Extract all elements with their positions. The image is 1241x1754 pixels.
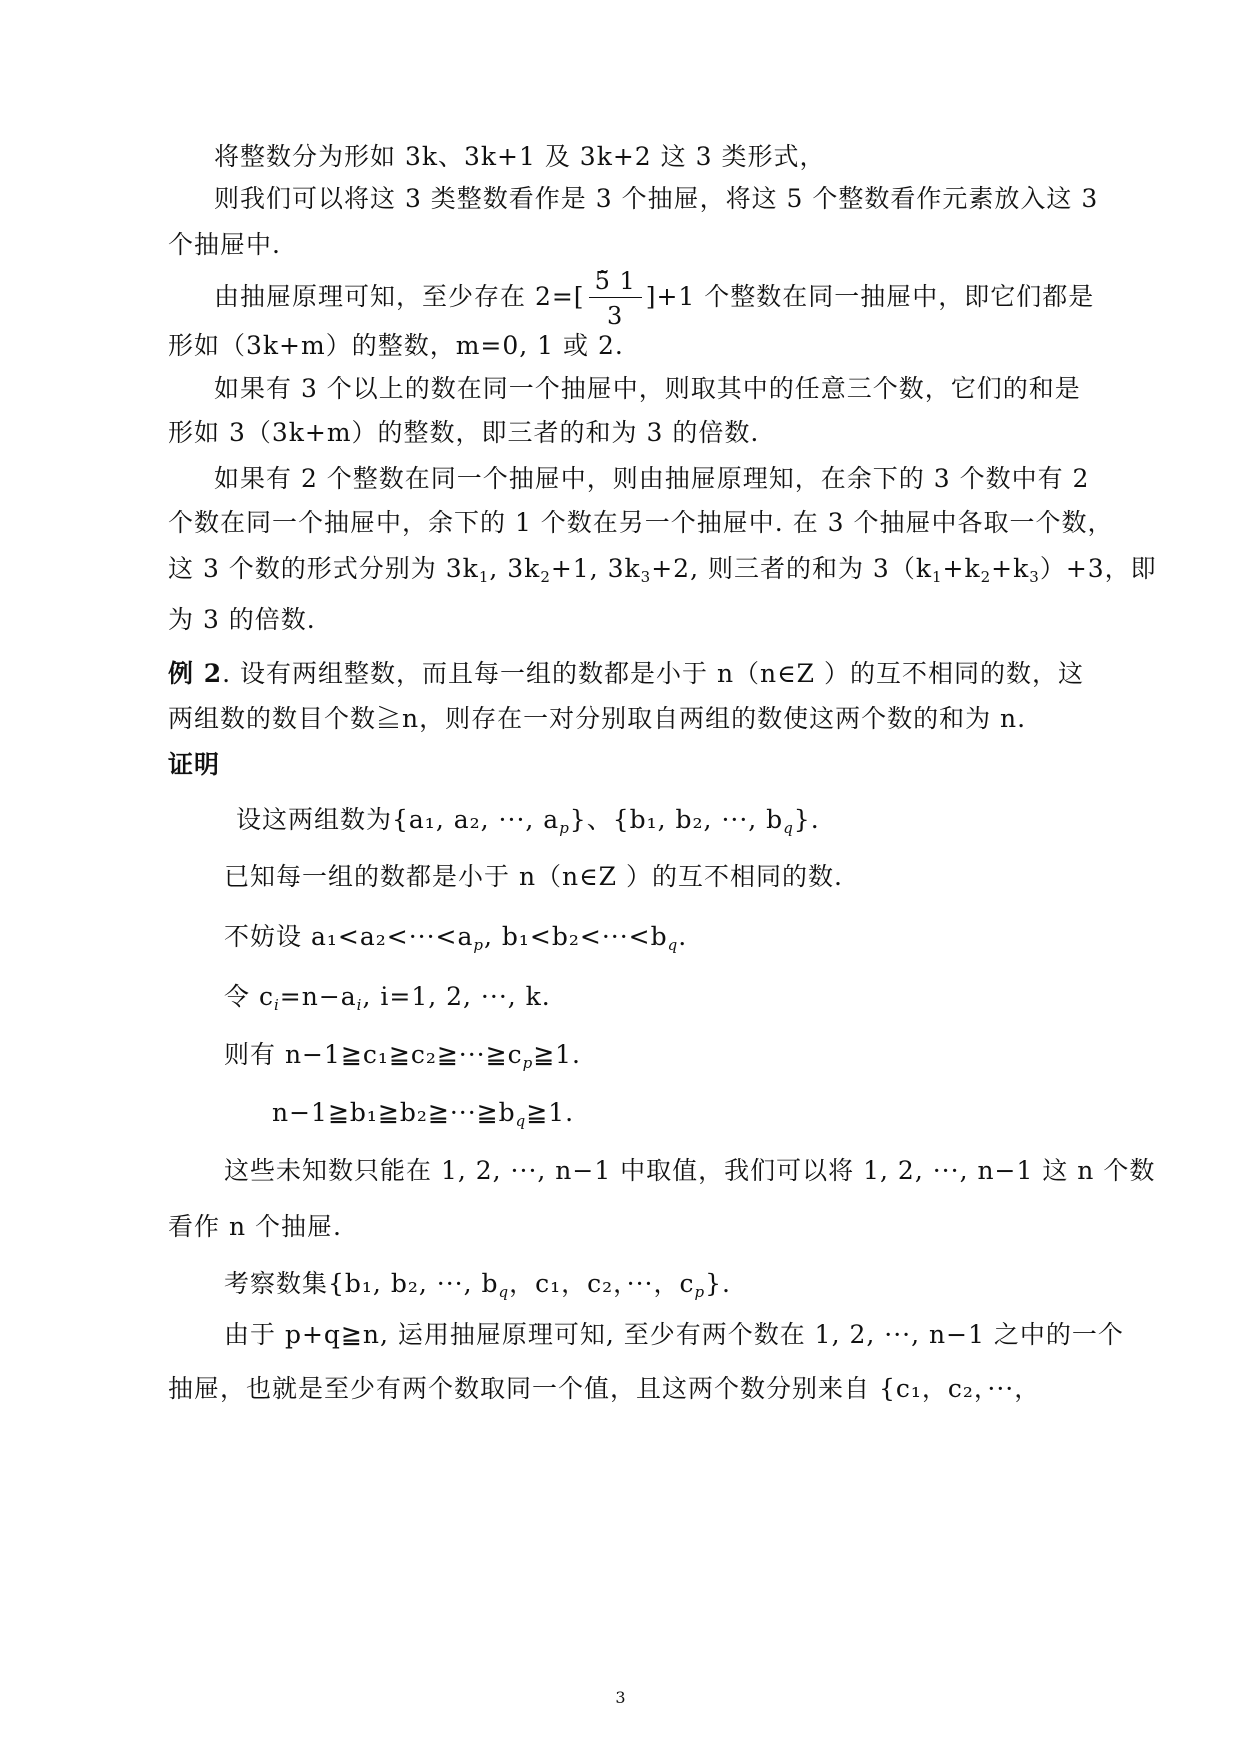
subscript: q: [667, 936, 679, 954]
subscript: 2: [980, 568, 992, 586]
proof-line: 抽屉，也就是至少有两个数取同一个值，且这两个数分别来自 {c₁，c₂，···，: [168, 1374, 1041, 1403]
text-segment: =n−a: [279, 982, 357, 1011]
proof-line: [236, 804, 820, 836]
text-segment: }.: [793, 805, 820, 834]
subscript: i: [356, 996, 363, 1014]
example-label: 例 2: [168, 659, 223, 688]
text-segment: 考察数集{b₁, b₂, ···, b: [224, 1269, 499, 1298]
fraction-denominator: 3: [607, 302, 624, 330]
paragraph-line: 如果有 2 个整数在同一个抽屉中，则由抽屉原理知，在余下的 3 个数中有 2: [214, 464, 1090, 493]
subscript: 1: [931, 568, 943, 586]
text-segment: 由抽屉原理可知，至少存在 2=[: [214, 282, 585, 311]
text-segment: 这 3 个数的形式分别为 3k: [168, 554, 479, 583]
paragraph-line: 个抽屉中.: [168, 230, 281, 259]
proof-line: 由于 p+q≧n, 运用抽屉原理可知, 至少有两个数在 1, 2, ···, n−1 之中的一个: [224, 1320, 1124, 1349]
text-segment: 令 c: [224, 982, 274, 1011]
subscript: p: [694, 1283, 706, 1301]
proof-label: 证明: [168, 750, 221, 779]
proof-line: [224, 921, 687, 953]
subscript: 3: [640, 568, 652, 586]
proof-line: 看作 n 个抽屉.: [168, 1212, 342, 1241]
fraction-numerator: 5̃ 1: [589, 269, 642, 298]
subscript: p: [473, 936, 484, 954]
subscript: 3: [1029, 568, 1040, 586]
text-segment: 不妨设 a₁<a₂<···<a: [224, 922, 474, 951]
subscript: q: [783, 819, 794, 837]
proof-line: 这些未知数只能在 1, 2, ···, n−1 中取值，我们可以将 1, 2, ···, n−1 这 n 个数: [224, 1156, 1156, 1185]
proof-line: [224, 1268, 731, 1300]
subscript: q: [498, 1283, 510, 1301]
proof-line: 已知每一组的数都是小于 n（n∈Z ）的互不相同的数.: [224, 862, 843, 891]
text-segment: ）+3，即: [1039, 554, 1157, 583]
subscript: p: [522, 1054, 534, 1072]
text-segment: +k: [991, 554, 1030, 583]
text-segment: 设这两组数为{a₁, a₂, ···, a: [236, 805, 560, 834]
paragraph-line: 将整数分为形如 3k、3k+1 及 3k+2 这 3 类形式，: [214, 142, 826, 171]
example-text: . 设有两组整数，而且每一组的数都是小于 n（n∈Z ）的互不相同的数，这: [222, 659, 1084, 688]
subscript: 2: [540, 568, 551, 586]
text-segment: , i=1, 2, ···, k.: [362, 982, 551, 1011]
paragraph-line: 个数在同一个抽屉中，余下的 1 个数在另一个抽屉中. 在 3 个抽屉中各取一个数，: [168, 508, 1114, 537]
proof-line: [224, 981, 551, 1013]
subscript: i: [273, 996, 280, 1014]
paragraph-line-with-fraction: [214, 262, 1094, 332]
paragraph-line: 如果有 3 个以上的数在同一个抽屉中，则取其中的任意三个数，它们的和是: [214, 374, 1081, 403]
text-segment: }.: [705, 1269, 731, 1298]
text-segment: n−1≧b₁≧b₂≧···≧b: [272, 1098, 516, 1127]
subscript: p: [559, 819, 570, 837]
text-segment: ]+1 个整数在同一抽屉中，即它们都是: [645, 282, 1095, 311]
fraction: [589, 269, 642, 328]
proof-line: [272, 1097, 574, 1129]
text-segment: }、{b₁, b₂, ···, b: [569, 805, 784, 834]
paragraph-line-with-subscripts: [168, 553, 1157, 585]
text-segment: , b₁<b₂<···<b: [484, 922, 668, 951]
subscript: 1: [478, 568, 490, 586]
text-segment: 则有 n−1≧c₁≧c₂≧···≧c: [224, 1040, 523, 1069]
text-segment: ，c₁，c₂，···，c: [509, 1269, 695, 1298]
text-segment: +2, 则三者的和为 3（k: [651, 554, 932, 583]
example-line: 两组数的数目个数≧n，则存在一对分别取自两组的数使这两个数的和为 n.: [168, 704, 1027, 733]
text-segment: +1, 3k: [550, 554, 641, 583]
text-segment: .: [678, 922, 688, 951]
proof-line: [224, 1039, 581, 1071]
text-segment: ≧1.: [533, 1040, 582, 1069]
subscript: q: [515, 1112, 527, 1130]
text-segment: ≧1.: [526, 1098, 575, 1127]
paragraph-line: 为 3 的倍数.: [168, 605, 316, 634]
paragraph-line: 形如（3k+m）的整数，m=0, 1 或 2.: [168, 331, 624, 360]
paragraph-line: 形如 3（3k+m）的整数，即三者的和为 3 的倍数.: [168, 418, 760, 447]
text-segment: , 3k: [489, 554, 541, 583]
text-segment: +k: [942, 554, 981, 583]
example-line: [168, 658, 1084, 690]
page-number: 3: [615, 1688, 626, 1707]
paragraph-line: 则我们可以将这 3 类整数看作是 3 个抽屉，将这 5 个整数看作元素放入这 3: [214, 184, 1099, 213]
